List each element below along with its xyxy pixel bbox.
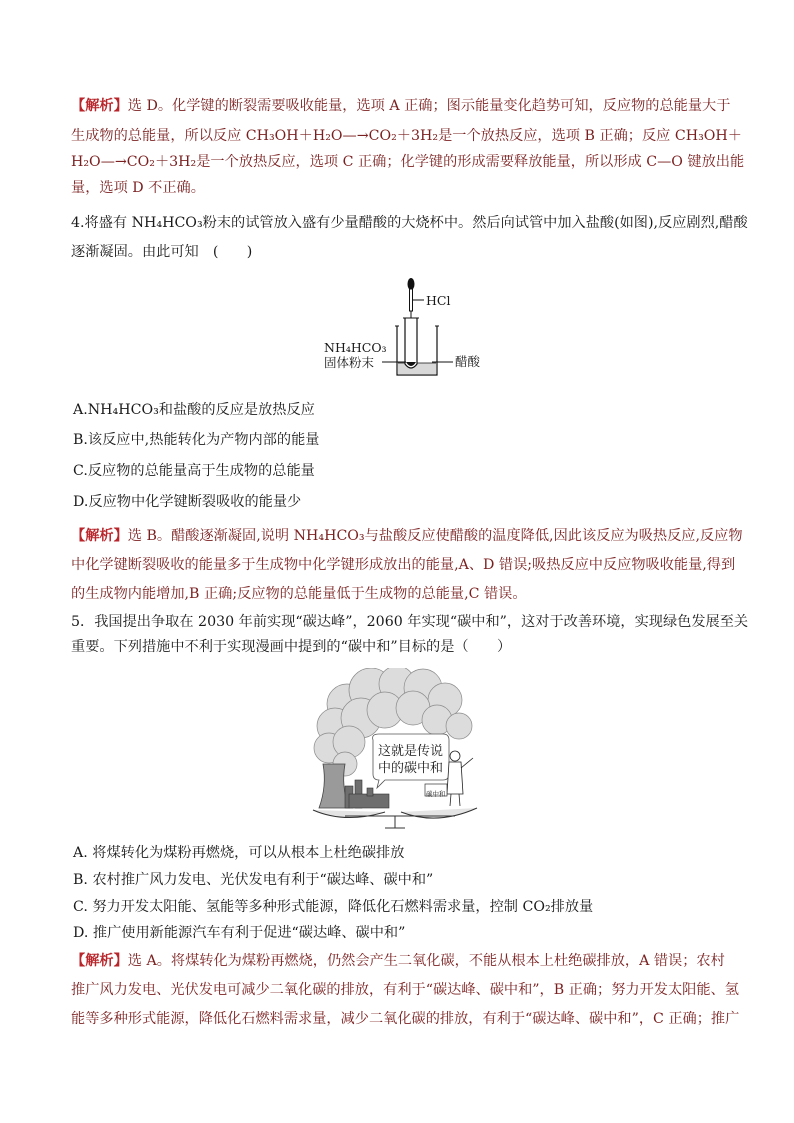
q5-analysis-line-1 [71, 951, 725, 971]
q4-option-d: D.反应物中化学键断裂吸收的能量少 [73, 494, 302, 510]
q5-analysis-tag: 【解析】 [71, 953, 128, 969]
q4-option-a: A.NH₄HCO₃和盐酸的反应是放热反应 [73, 402, 315, 418]
label-hcl: HCl [426, 293, 451, 308]
q4-option-c: C.反应物的总能量高于生成物的总能量 [73, 463, 315, 479]
q5-analysis-line-3: 能等多种形式能源，降低化石燃料需求量，减少二氧化碳的排放，有利于“碳达峰、碳中和”，C 正确；推广 [71, 1011, 740, 1027]
bubble-text-line-1: 这就是传说 [378, 744, 444, 759]
q5-analysis-line-2: 推广风力发电、光伏发电可减少二氧化碳的排放，有利于“碳达峰、碳中和”，B 正确；努力开发太阳能、氢 [71, 982, 739, 998]
label-acetic-acid: 醋酸 [455, 354, 481, 369]
balance-scale [313, 808, 477, 828]
q3-analysis-line-2: 生成物的总能量，所以反应 CH₃OH＋H₂O—→CO₂＋3H₂是一个放热反应，选项 B 正确；反应 CH₃OH＋ [71, 128, 742, 144]
q5-analysis-text-1: 选 A。将煤转化为煤粉再燃烧，仍然会产生二氧化碳，不能从根本上杜绝碳排放，A 错误；农村 [127, 953, 725, 969]
dropper-tube [410, 289, 413, 311]
q5-option-a: A. 将煤转化为煤粉再燃烧，可以从根本上杜绝碳排放 [73, 845, 405, 861]
test-tube [405, 318, 417, 368]
q3-analysis-line-4: 量，选项 D 不正确。 [71, 180, 205, 196]
factory [345, 780, 389, 808]
q3-analysis-text-1: 选 D。化学键的断裂需要吸收能量，选项 A 正确；图示能量变化趋势可知，反应物的总能量大于 [127, 98, 731, 114]
q4-analysis-line-1 [71, 526, 743, 546]
q3-analysis-tag: 【解析】 [71, 98, 128, 114]
q3-analysis-line-1 [71, 96, 730, 116]
q4-analysis-text-1: 选 B。醋酸逐渐凝固,说明 NH₄HCO₃与盐酸反应使醋酸的温度降低,因此该反应为吸热反应,反应物 [127, 528, 743, 544]
q5-stem-line-1: 5．我国提出争取在 2030 年前实现“碳达峰”，2060 年实现“碳中和”，这对于改善环境，实现绿色发展至关 [71, 614, 749, 630]
q5-option-d: D. 推广使用新能源汽车有利于促进“碳达峰、碳中和” [73, 925, 406, 941]
q4-analysis-line-2: 中化学键断裂吸收的能量多于生成物中化学键形成放出的能量,A、D 错误;吸热反应中反应物吸收能量,得到 [71, 557, 736, 573]
sign-text: 碳中和 [426, 790, 446, 798]
q5-option-b: B. 农村推广风力发电、光伏发电有利于“碳达峰、碳中和” [73, 872, 434, 888]
label-nh4hco3: NH₄HCO₃ [324, 340, 387, 355]
q4-stem-line-1: 4.将盛有 NH₄HCO₃粉末的试管放入盛有少量醋酸的大烧杯中。然后向试管中加入盐酸(如图),反应剧烈,醋酸 [71, 215, 748, 231]
q4-option-b: B.该反应中,热能转化为产物内部的能量 [73, 432, 320, 448]
q5-stem-line-2: 重要。下列措施中不利于实现漫画中提到的“碳中和”目标的是（ ） [71, 639, 512, 655]
scientist-figure [447, 751, 473, 806]
q3-analysis-line-3: H₂O—→CO₂＋3H₂是一个放热反应，选项 C 正确；化学键的形成需要释放能量，所以形成 C—O 键放出能 [71, 154, 745, 170]
q4-stem-line-2: 逐渐凝固。由此可知 ( ) [71, 244, 253, 260]
dropper-bulb [408, 278, 415, 290]
label-solid-powder: 固体粉末 [324, 355, 375, 370]
bubble-text-line-2: 中的碳中和 [378, 761, 444, 776]
q5-option-c: C. 努力开发太阳能、氢能等多种形式能源，降低化石燃料需求量，控制 CO₂排放量 [73, 899, 594, 915]
q4-analysis-line-3: 的生成物内能增加,B 正确;反应物的总能量低于生成物的总能量,C 错误。 [71, 586, 527, 602]
q4-analysis-tag: 【解析】 [71, 528, 128, 544]
